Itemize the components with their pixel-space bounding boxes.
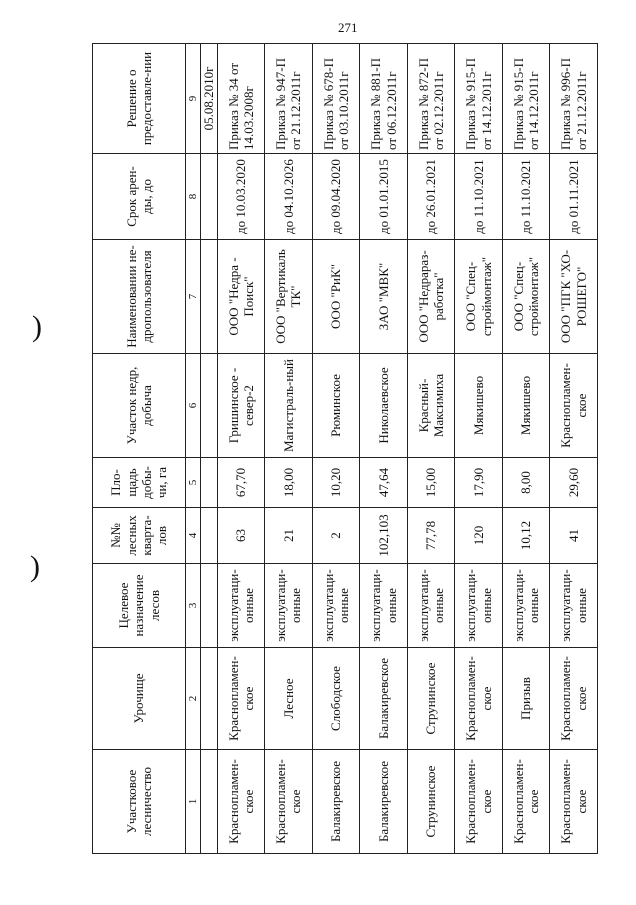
table-row <box>502 44 550 854</box>
cell-quarters: 63 <box>217 508 265 564</box>
cell-tract: Краснопламен-ское <box>455 648 503 750</box>
cell-quarters: 102,103 <box>360 508 408 564</box>
cell-decision: Приказ № 872-П от 02.12.2011г <box>407 44 455 154</box>
cell-decision: Приказ № 915-П от 14.12.2011г <box>502 44 550 154</box>
page-number: 271 <box>338 20 358 35</box>
cell-forestry: Балакиревское <box>360 750 408 854</box>
cell-subsoil: Красный-Максимиха <box>407 354 455 458</box>
cell-forestry: Краснопламен-ское <box>550 750 598 854</box>
cell-decision: Приказ № 34 от 14.03.2008г <box>217 44 265 154</box>
empty-cell <box>200 750 217 854</box>
cell-term: до 11.10.2021 <box>455 154 503 240</box>
cell-purpose: эксплуатаци-онные <box>312 564 360 648</box>
header-term: Срок арен-ды, до <box>93 154 186 240</box>
binding-mark: ) <box>32 310 42 343</box>
cell-term: до 26.01.2021 <box>407 154 455 240</box>
empty-cell <box>200 648 217 750</box>
cell-user: ООО "Вертикаль ТК" <box>265 240 313 354</box>
header-purpose: Целевое назначение лесов <box>93 564 186 648</box>
table-row <box>550 44 598 854</box>
cell-purpose: эксплуатаци-онные <box>455 564 503 648</box>
cell-user: ООО "Спец-строймонтаж" <box>455 240 503 354</box>
header-subsoil: Участок недр, добыча <box>93 354 186 458</box>
cell-tract: Краснопламен-ское <box>217 648 265 750</box>
cell-term: до 01.11.2021 <box>550 154 598 240</box>
empty-cell <box>200 354 217 458</box>
cell-subsoil: Николаевское <box>360 354 408 458</box>
cell-decision: Приказ № 947-П от 21.12.2011г <box>265 44 313 154</box>
table-row <box>312 44 360 854</box>
cell-decision: Приказ № 678-П от 03.10.2011г <box>312 44 360 154</box>
date-row <box>200 44 217 854</box>
header-user: Наименовании не-дропользователя <box>93 240 186 354</box>
cell-subsoil: Рюминское <box>312 354 360 458</box>
cell-user: ООО "Недра - Поиск" <box>217 240 265 354</box>
cell-subsoil: Краснопламен-ское <box>550 354 598 458</box>
cell-user: ООО "ПГК "ХО-РОШЕГО" <box>550 240 598 354</box>
column-number: 4 <box>185 508 200 564</box>
header-tract: Урочище <box>93 648 186 750</box>
cell-quarters: 77,78 <box>407 508 455 564</box>
cell-purpose: эксплуатаци-онные <box>360 564 408 648</box>
cell-term: до 10.03.2020 <box>217 154 265 240</box>
column-number: 5 <box>185 458 200 508</box>
binding-mark: ) <box>30 550 40 583</box>
cell-forestry: Балакиревское <box>312 750 360 854</box>
empty-cell <box>200 564 217 648</box>
cell-user: ООО "Недрараз-работка" <box>407 240 455 354</box>
header-area: Пло-щадь добы-чи, га <box>93 458 186 508</box>
cell-quarters: 10,12 <box>502 508 550 564</box>
table-row <box>217 44 265 854</box>
empty-cell <box>200 240 217 354</box>
cell-decision: Приказ № 881-П от 06.12.2011г <box>360 44 408 154</box>
cell-term: до 11.10.2021 <box>502 154 550 240</box>
cell-area: 17,90 <box>455 458 503 508</box>
rotated-table-container <box>92 44 598 854</box>
header-forestry: Участковое лесничество <box>93 750 186 854</box>
empty-cell <box>200 154 217 240</box>
cell-purpose: эксплуатаци-онные <box>550 564 598 648</box>
cell-user: ООО "РиК" <box>312 240 360 354</box>
cell-forestry: Краснопламен-ское <box>502 750 550 854</box>
cell-user: ЗАО "МВК" <box>360 240 408 354</box>
cell-term: до 01.01.2015 <box>360 154 408 240</box>
column-number: 7 <box>185 240 200 354</box>
header-decision: Решение о предоставле-нии <box>93 44 186 154</box>
column-number-row <box>185 44 200 854</box>
table-row <box>407 44 455 854</box>
cell-term: до 04.10.2026 <box>265 154 313 240</box>
cell-forestry: Краснопламен-ское <box>265 750 313 854</box>
cell-decision: Приказ № 996-П от 21.12.2011г <box>550 44 598 154</box>
column-number: 8 <box>185 154 200 240</box>
cell-subsoil: Магистраль-ный <box>265 354 313 458</box>
cell-purpose: эксплуатаци-онные <box>217 564 265 648</box>
cell-subsoil: Мякишево <box>455 354 503 458</box>
carryover-date-cell: 05.08.2010г <box>200 44 217 154</box>
header-row <box>93 44 186 854</box>
header-quarters: №№ лесных кварта-лов <box>93 508 186 564</box>
cell-area: 47,64 <box>360 458 408 508</box>
cell-area: 29,60 <box>550 458 598 508</box>
column-number: 1 <box>185 750 200 854</box>
cell-quarters: 41 <box>550 508 598 564</box>
cell-forestry: Краснопламен-ское <box>217 750 265 854</box>
empty-cell <box>200 508 217 564</box>
cell-tract: Призыв <box>502 648 550 750</box>
cell-subsoil: Гришинское - север-2 <box>217 354 265 458</box>
cell-area: 15,00 <box>407 458 455 508</box>
cell-forestry: Краснопламен-ское <box>455 750 503 854</box>
column-number: 3 <box>185 564 200 648</box>
subsoil-use-table <box>92 43 598 854</box>
table-row <box>455 44 503 854</box>
cell-tract: Слободское <box>312 648 360 750</box>
cell-area: 10,20 <box>312 458 360 508</box>
cell-term: до 09.04.2020 <box>312 154 360 240</box>
cell-area: 18,00 <box>265 458 313 508</box>
cell-purpose: эксплуатаци-онные <box>502 564 550 648</box>
column-number: 6 <box>185 354 200 458</box>
cell-subsoil: Мякишево <box>502 354 550 458</box>
cell-forestry: Струнинское <box>407 750 455 854</box>
column-number: 9 <box>185 44 200 154</box>
cell-purpose: эксплуатаци-онные <box>265 564 313 648</box>
cell-quarters: 2 <box>312 508 360 564</box>
cell-quarters: 21 <box>265 508 313 564</box>
table-row <box>360 44 408 854</box>
cell-area: 8,00 <box>502 458 550 508</box>
empty-cell <box>200 458 217 508</box>
table-row <box>265 44 313 854</box>
cell-quarters: 120 <box>455 508 503 564</box>
cell-user: ООО "Спец-строймонтаж" <box>502 240 550 354</box>
cell-purpose: эксплуатаци-онные <box>407 564 455 648</box>
cell-tract: Лесное <box>265 648 313 750</box>
cell-area: 67,70 <box>217 458 265 508</box>
column-number: 2 <box>185 648 200 750</box>
cell-tract: Струнинское <box>407 648 455 750</box>
cell-decision: Приказ № 915-П от 14.12.2011г <box>455 44 503 154</box>
cell-tract: Балакиревское <box>360 648 408 750</box>
cell-tract: Краснопламен-ское <box>550 648 598 750</box>
